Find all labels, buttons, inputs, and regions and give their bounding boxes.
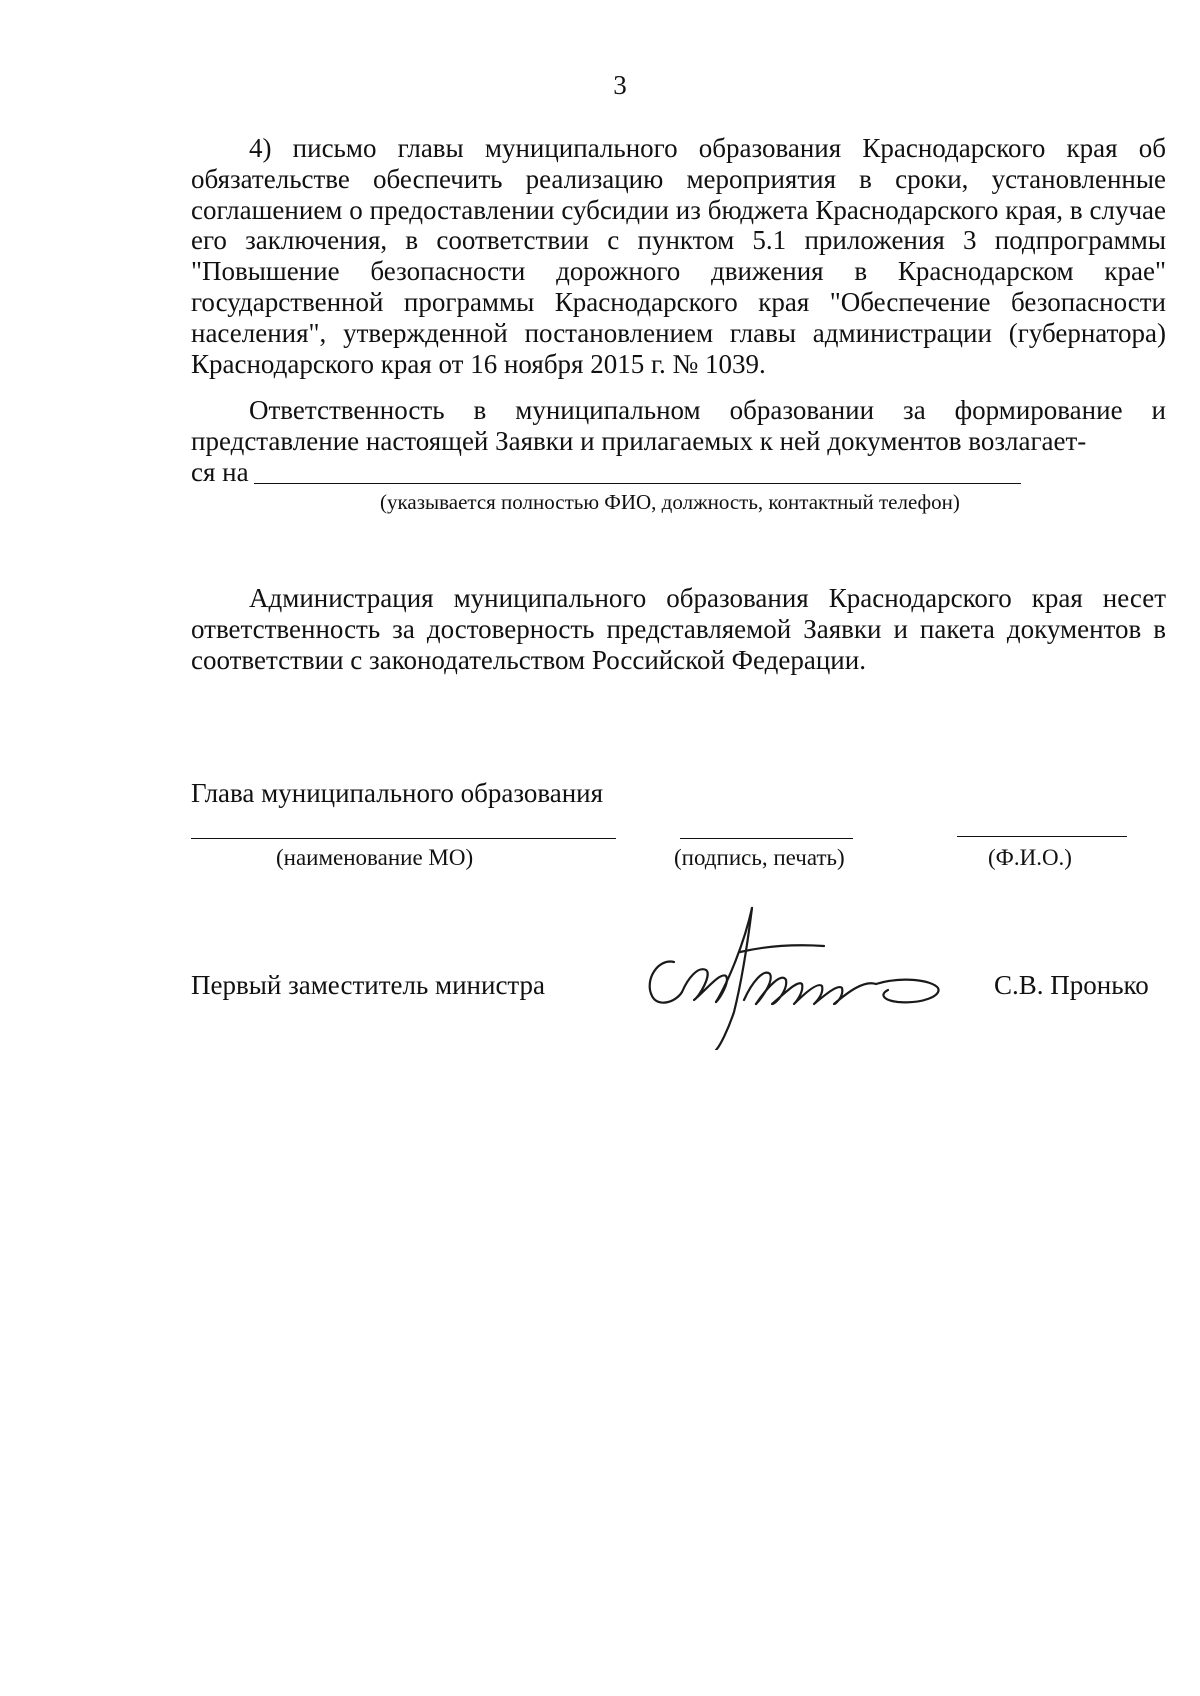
paragraph-responsibility: Ответственность в муниципальном образовании за формирование и представление настоящей Заявки и прилагаемых к ней документов возлагает- bbox=[191, 395, 1166, 456]
minister-title: Первый заместитель министра bbox=[191, 970, 546, 1000]
minister-name: С.В. Пронько bbox=[994, 970, 1149, 1000]
paragraph-administration: Администрация муниципального образования Краснодарского края несет ответственность за достоверность представляемой Заявки и пакета документов в соответствии с законодательством Российской Федерации. bbox=[191, 583, 1166, 675]
mo-name-blank-line bbox=[191, 838, 616, 839]
head-of-municipality-title: Глава муниципального образования bbox=[191, 778, 604, 808]
fio-blank-line bbox=[957, 836, 1127, 837]
responsible-person-blank-line bbox=[254, 483, 1021, 484]
caption-fio: (Ф.И.О.) bbox=[988, 845, 1072, 870]
handwritten-signature bbox=[636, 900, 956, 1050]
caption-mo-name: (наименование МО) bbox=[276, 845, 474, 870]
signature-blank-line bbox=[680, 838, 853, 839]
caption-signature: (подпись, печать) bbox=[674, 845, 845, 870]
responsible-person-caption: (указывается полностью ФИО, должность, контактный телефон) bbox=[380, 490, 960, 514]
responsibility-last-line: ся на bbox=[191, 457, 249, 487]
page-number: 3 bbox=[613, 70, 627, 100]
paragraph-item-4: 4) письмо главы муниципального образования Краснодарского края об обязательстве обеспечить реализацию мероприятия в сроки, установленные соглашением о предоставлении субсидии из бюджета Краснодарского края, в случае его заключения, в соответствии с пунктом 5.1 приложения 3 подпрограммы "Повышение безопасности дорожного движения в Краснодарском крае" государственной программы Краснодарского края "Обеспечение безопасности населения", утвержденной постановлением главы администрации (губернатора) Краснодарского края от 16 ноября 2015 г. № 1039. bbox=[191, 133, 1166, 379]
